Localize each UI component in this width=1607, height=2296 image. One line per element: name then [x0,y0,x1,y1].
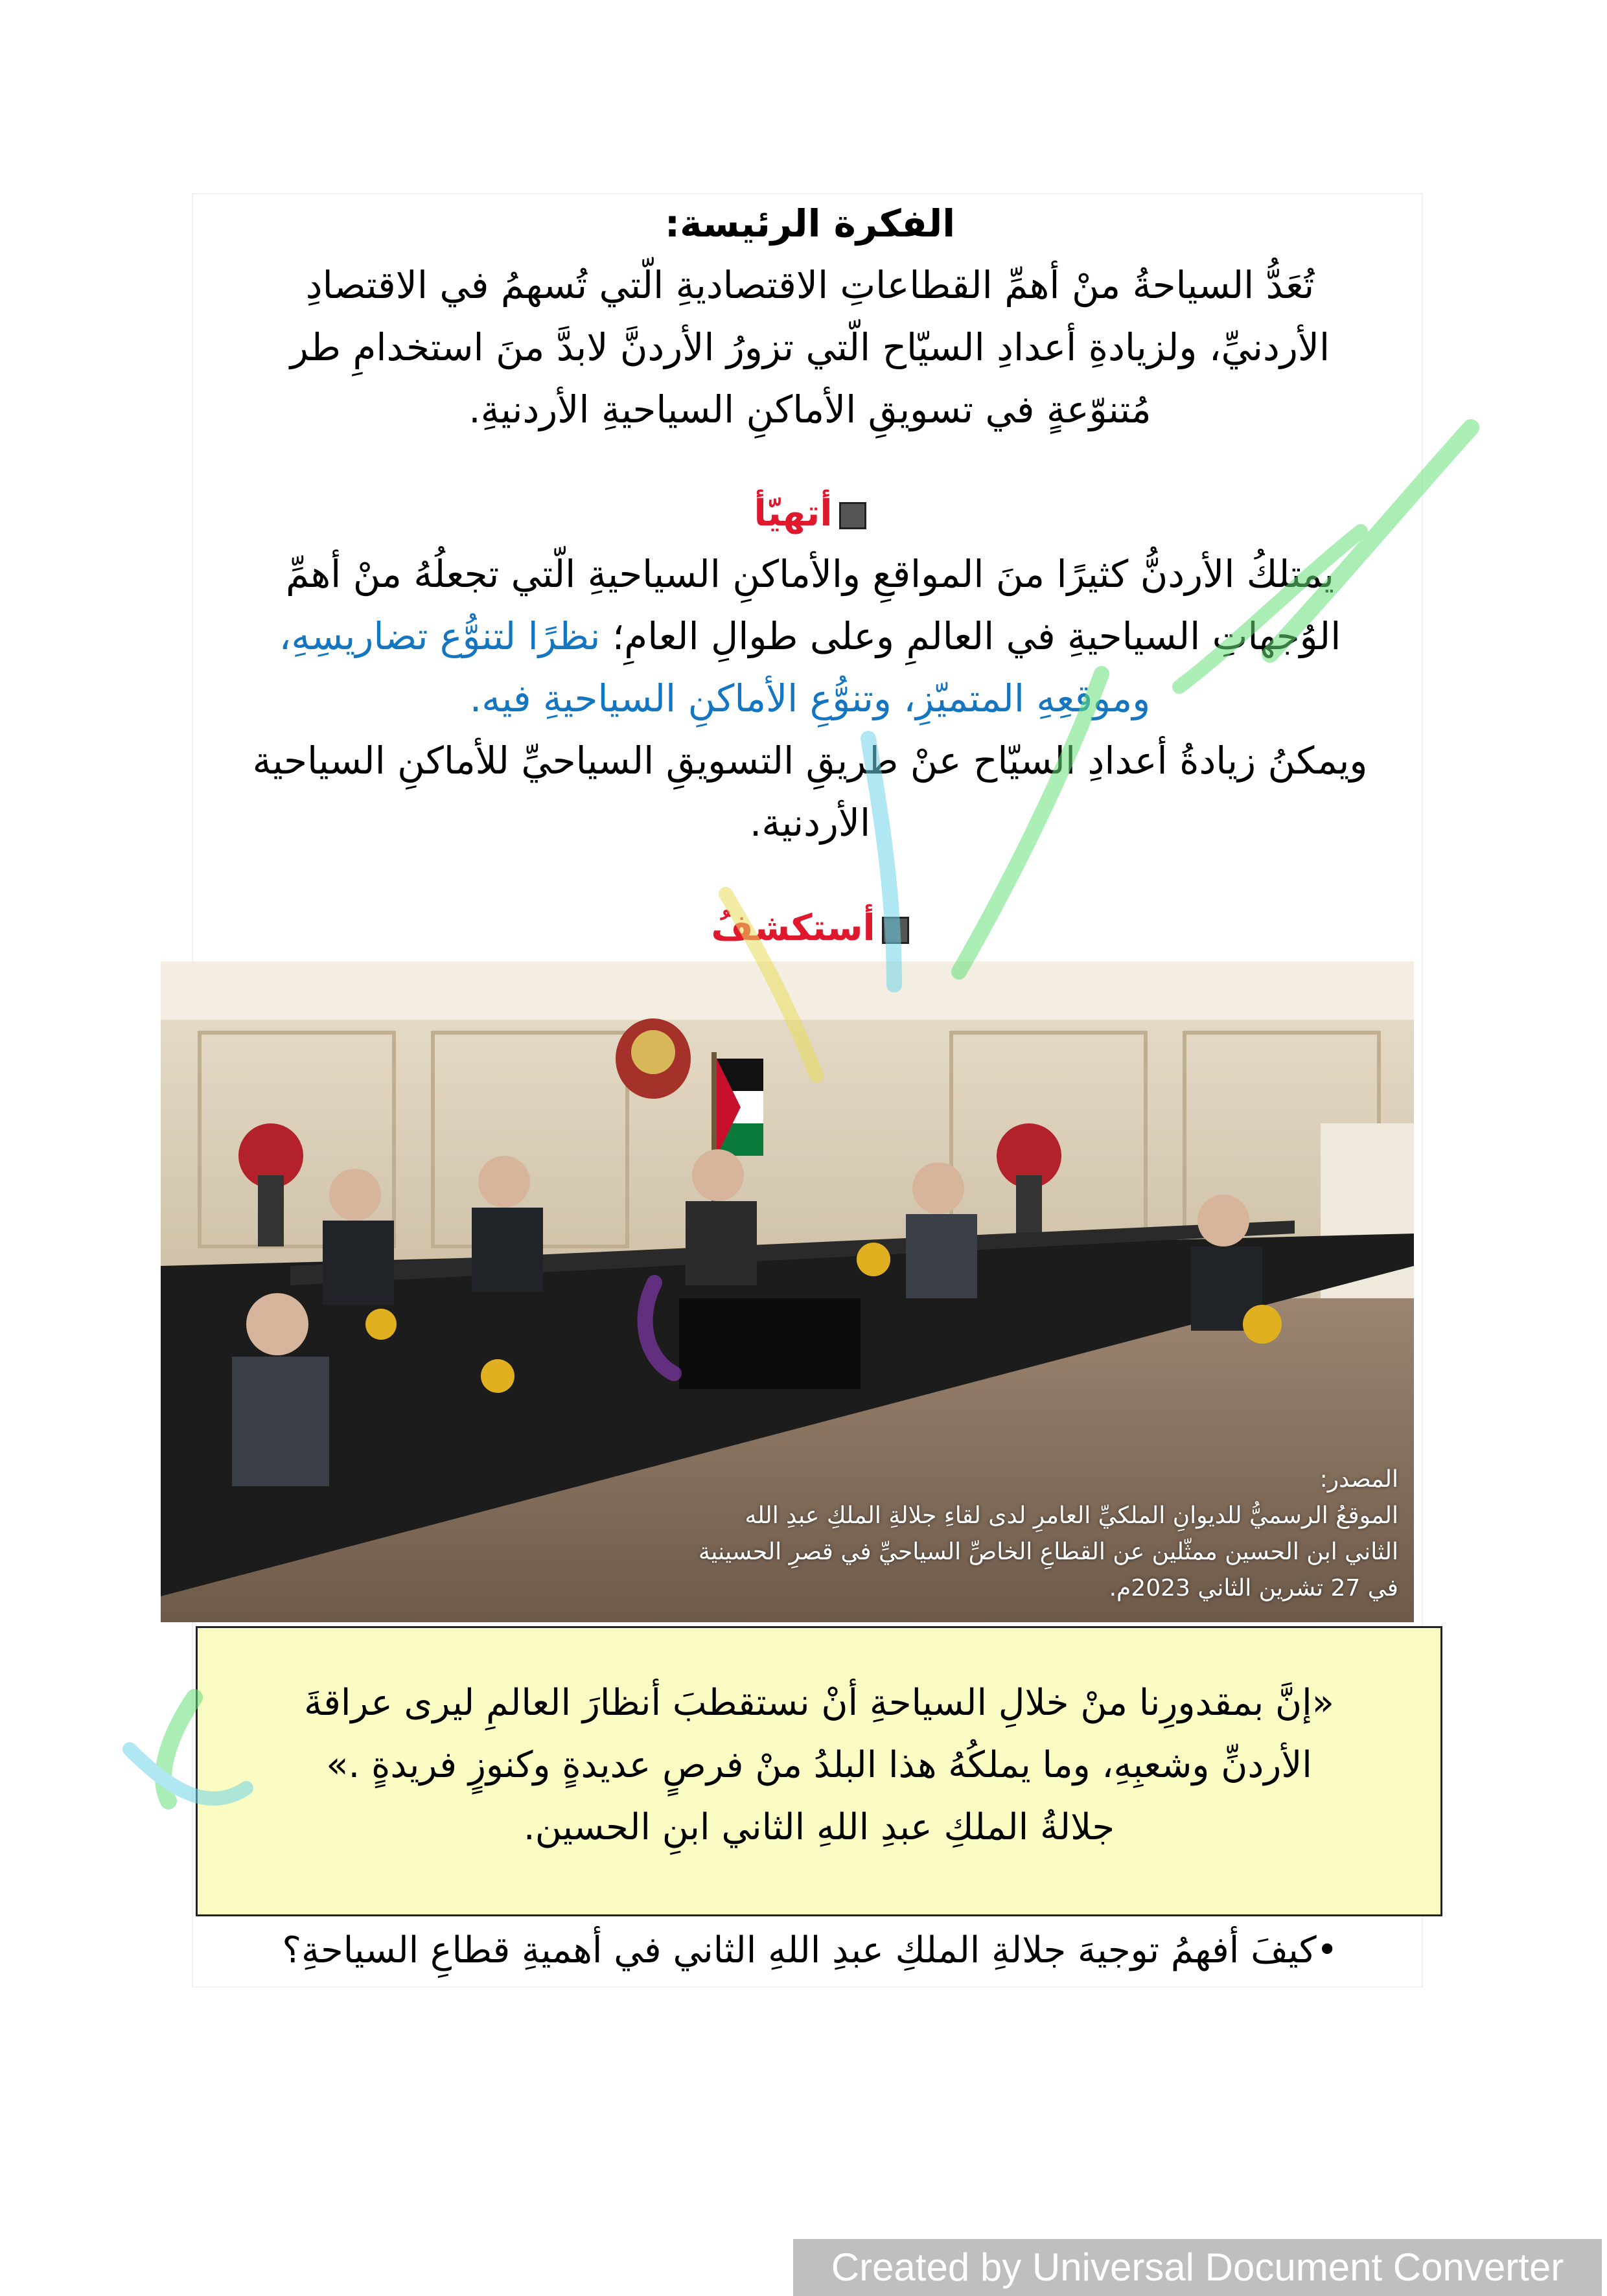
highlighted-text: نظرًا لتنوُّع تضاريسِهِ، [279,614,601,658]
quote-box [196,1626,1442,1916]
caption-line: الثاني ابن الحسين ممثّلين عن القطاعِ الخاصِّ السياحيِّ في قصرِ الحسينية [698,1539,1398,1565]
ready-label: أتهيّأ [754,492,833,534]
explore-label: أستكشفُ [711,907,875,949]
ready-line [201,605,1419,667]
ready-line: ويمكنُ زيادةُ أعدادِ السيّاح عنْ طريقِ التسويقِ السياحيِّ للأماكنِ السياحية [252,739,1368,783]
quote-attribution: جلالةُ الملكِ عبدِ اللهِ الثاني ابنِ الحسين. [523,1806,1115,1848]
question-text: •كيفَ أفهمُ توجيهَ جلالةِ الملكِ عبدِ اللهِ الثاني في أهميةِ قطاعِ السياحةِ؟ [282,1929,1338,1971]
ready-line: الأردنية. [749,801,871,845]
main-idea-line: مُتنوّعةٍ في تسويقِ الأماكنِ السياحيةِ الأردنيةِ. [468,387,1151,431]
highlighted-line: وموقعِهِ المتميّزِ، وتنوُّعِ الأماكنِ السياحيةِ فيه. [469,676,1151,720]
explore-heading [201,899,1419,958]
main-idea-body [201,254,1419,441]
main-idea-line: تُعَدُّ السياحةُ منْ أهمِّ القطاعاتِ الاقتصاديةِ الّتي تُسهمُ في الاقتصادِ [305,263,1315,307]
quote-line: «إنَّ بمقدورِنا منْ خلالِ السياحةِ أنْ نستقطبَ أنظارَ العالمِ ليرى عراقةَ [304,1682,1334,1724]
ready-line: يمتلكُ الأردنُّ كثيرًا منَ المواقعِ والأماكنِ السياحيةِ الّتي تجعلُهُ منْ أهمِّ [285,552,1335,596]
caption-line: الموقعُ الرسميُّ للديوانِ الملكيِّ العامرِ لدى لقاءِ جلالةِ الملكِ عبدِ الله [745,1502,1398,1529]
square-bullet-icon [882,917,909,944]
main-idea-line: الأردنيِّ، ولزيادةِ أعدادِ السيّاح الّتي تزورُ الأردنَّ لابدَّ منَ استخدامِ طر [290,325,1330,369]
main-idea-title: الفكرة الرئيسة: [664,201,956,246]
quote-line: الأردنِّ وشعبِهِ، وما يملكُهُ هذا البلدُ منْ فرصٍ عديدةٍ وكنوزٍ فريدةٍ .» [326,1744,1312,1786]
caption-line: في 27 تشرين الثاني 2023م. [1109,1575,1398,1601]
ready-heading [201,485,1419,543]
ready-body [201,543,1419,854]
ready-text: الوُجهاتِ السياحيةِ في العالمِ وعلى طوالِ العامِ؛ [600,614,1341,658]
converter-watermark: Created by Universal Document Converter [793,2239,1602,2296]
caption-line: المصدر: [1319,1466,1398,1493]
meeting-photo [161,961,1414,1622]
square-bullet-icon [839,502,866,529]
photo-source-caption [686,1462,1398,1607]
quote-text [198,1672,1440,1859]
